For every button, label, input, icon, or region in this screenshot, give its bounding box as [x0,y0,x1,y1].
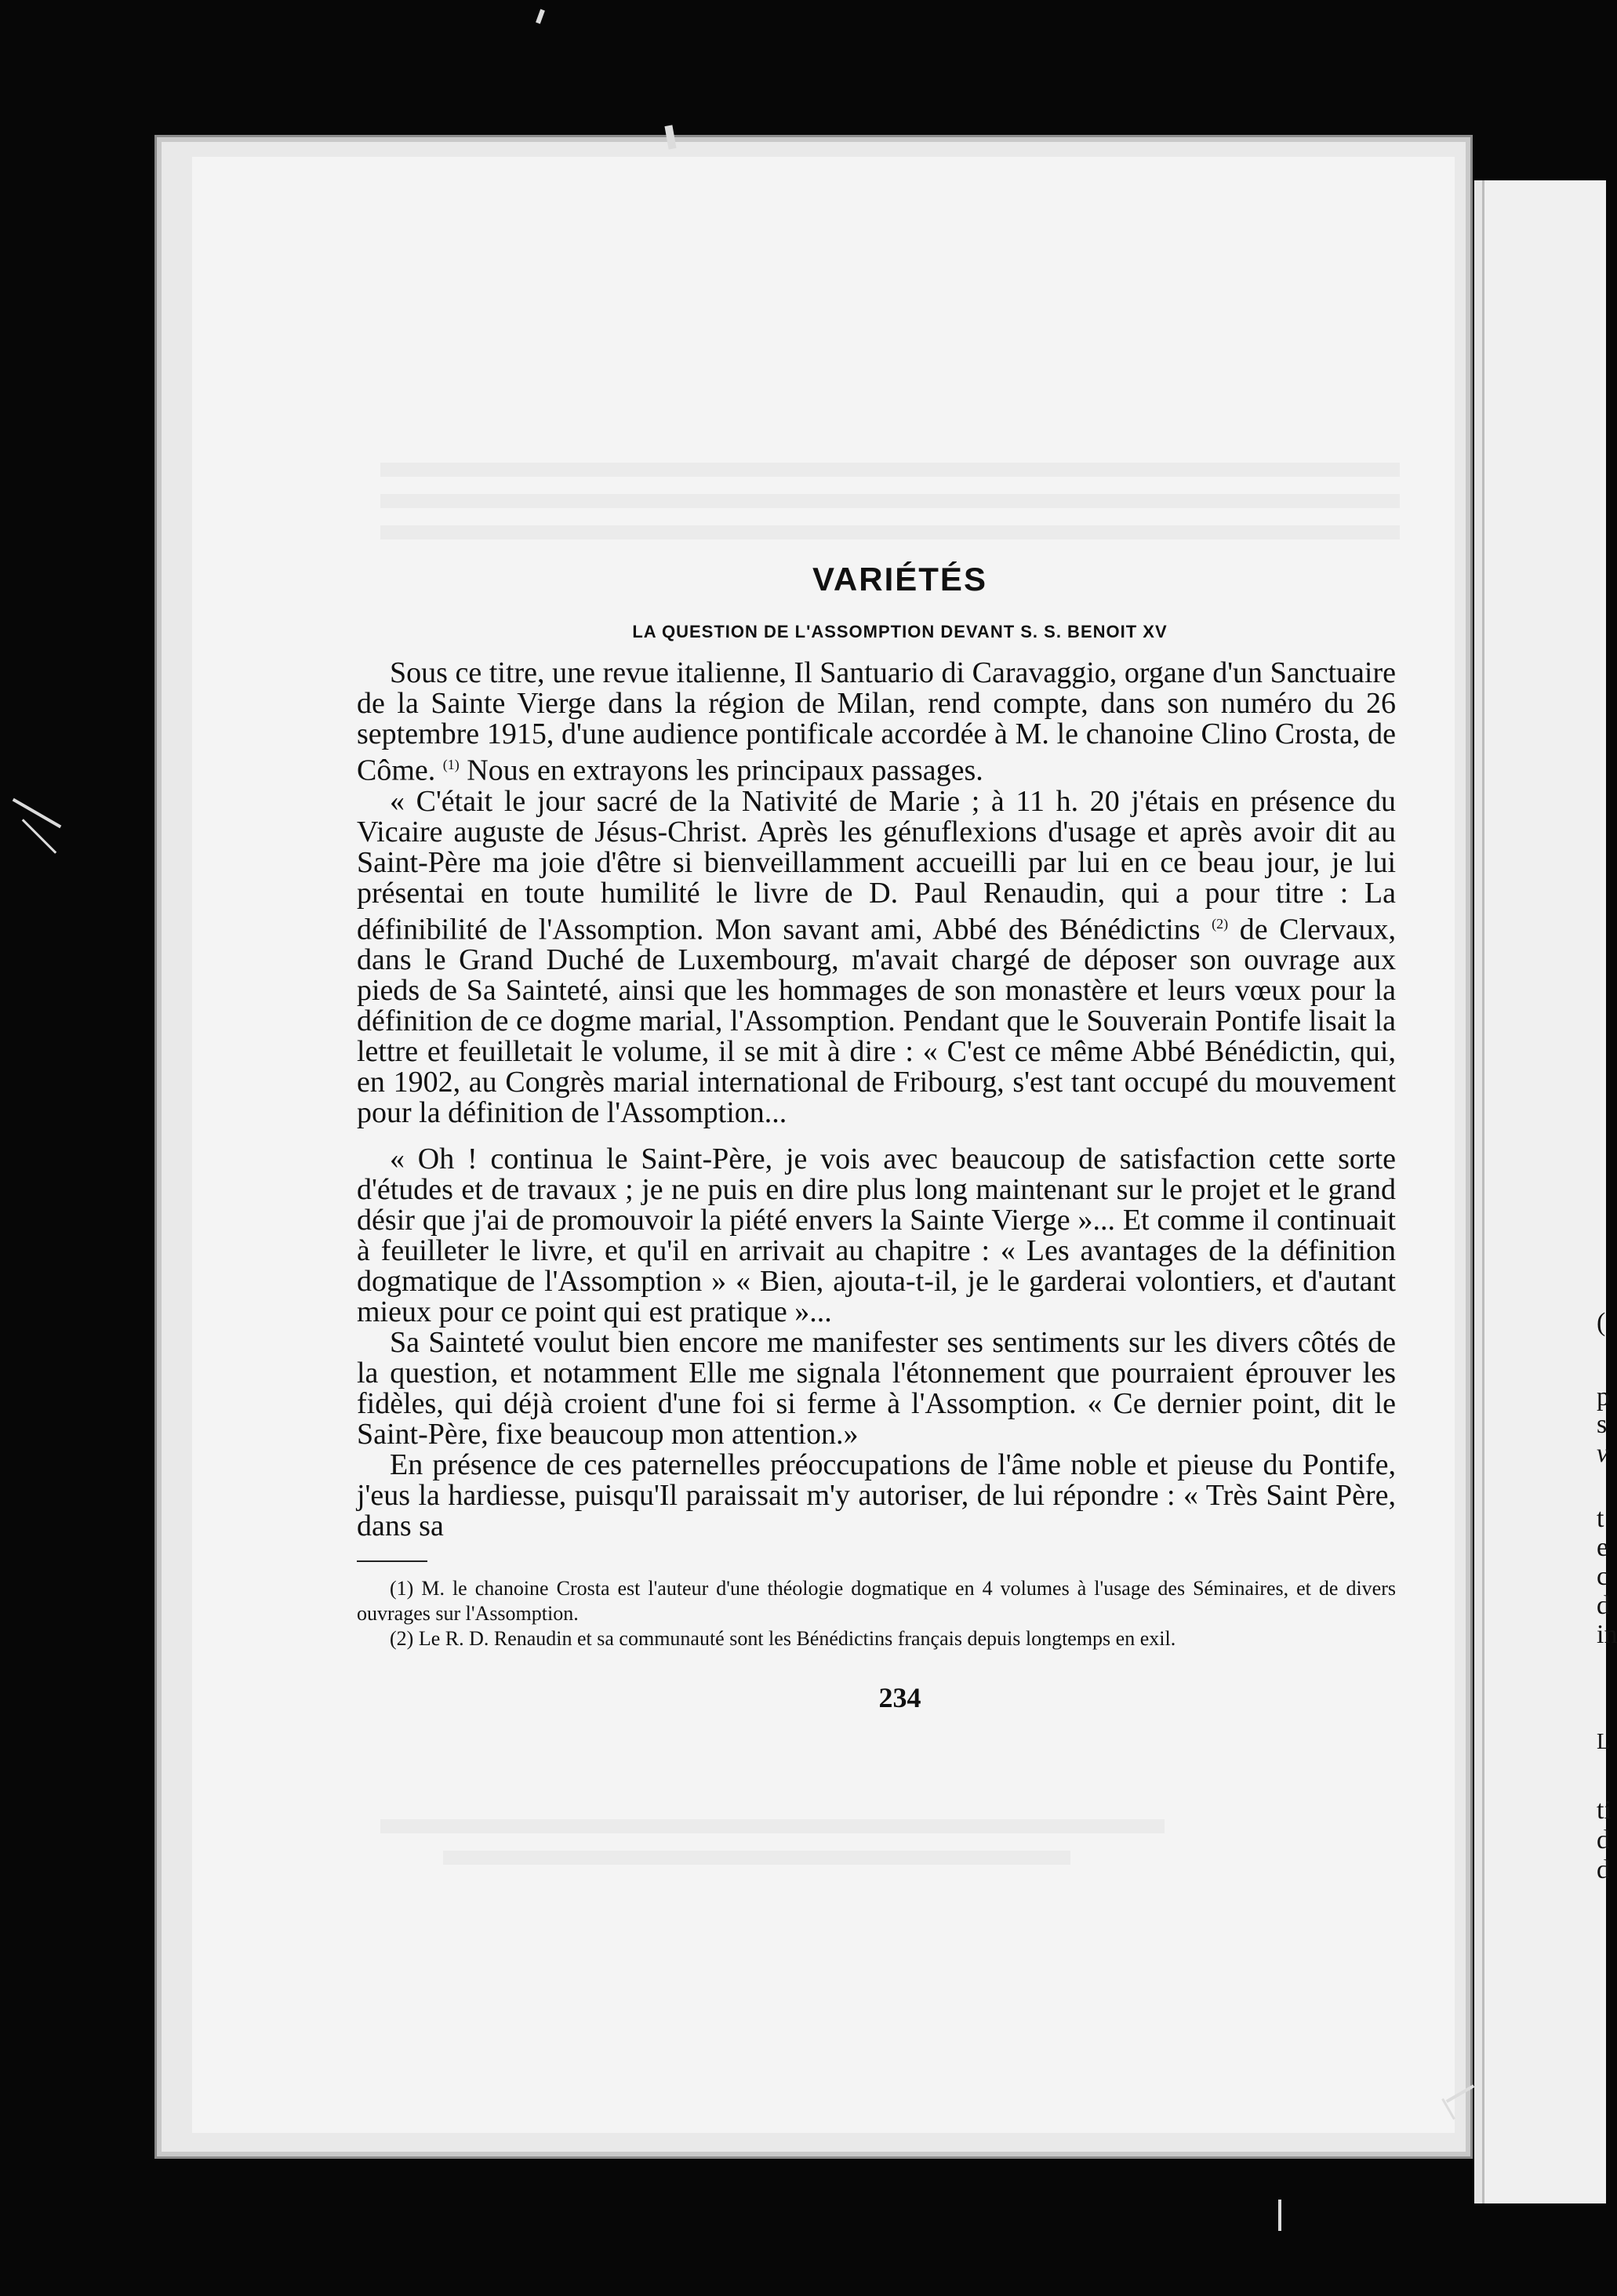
footnote-2: (2) Le R. D. Renaudin et sa communauté sont les Bénédictins français depuis longtemps en exil. [390,1627,1176,1651]
right-page-fragment: d [1597,1826,1610,1855]
film-scratch [22,819,57,854]
bleed-through-line [443,1851,1070,1865]
right-page-fragment: t [1597,1504,1604,1533]
bleed-through-line [380,1819,1165,1833]
right-page-fragment: L [1597,1730,1611,1754]
bleed-through-line [380,463,1400,477]
right-page-fragment: c [1597,1562,1609,1591]
right-page-fragment: s [1597,1410,1608,1439]
paragraph-5 [357,1450,1396,1542]
footnote-ref-1: (1) [442,757,460,772]
right-page-fragment: ( [1597,1308,1606,1337]
article-title: LA QUESTION DE L'ASSOMPTION DEVANT S. S. BENOIT XV [632,622,1168,641]
paragraph-text: « Oh ! continua le Saint-Père, je vois avec beaucoup de satisfaction cette sorte d'études et de travaux ; je ne puis en dire plus long maintenant sur le projet et le grand désir que j'ai de promouvoir la piété envers la Sainte Vierge »... Et comme il continuait à feuilleter le livre, et qu'il en arrivait au chapitre : « Les avantages de la définition dogmatique de l'Assomption » « Bien, ajouta-t-il, je le garderai volontiers, et d'autant mieux pour ce point qui est pratique »... [357,1143,1396,1329]
paragraph-2 [357,784,1396,1130]
footnote-rule [357,1560,427,1562]
bleed-through-line [380,525,1400,539]
right-page-fragment: v [1597,1439,1609,1468]
right-page-fragment: d [1597,1591,1610,1620]
footnote-1: (1) M. le chanoine Crosta est l'auteur d'une théologie dogmatique en 4 volumes à l'usage des Séminaires, et de divers ouvrages sur l'Assomption. [357,1577,1396,1626]
page-edge [1482,180,1484,2203]
paragraph-text: Sous ce titre, une revue italienne, Il Santuario di Caravaggio, organe d'un Sanctuaire de la Sainte Vierge dans la région de Milan, rend compte, dans son numéro du 26 septembre 1915, d'une audience pontificale accordée à M. le chanoine Clino Crosta, de Côme. [357,656,1396,787]
book-page-left [157,137,1470,2156]
paragraph-text: « C'était le jour sacré de la Nativité de Marie ; à 11 h. 20 j'étais en présence du Vicaire auguste de Jésus-Christ. Après les génuflexions d'usage et après avoir dit au Saint-Père ma joie d'être si bienveillamment accueilli par lui en ce beau jour, je lui présentai en toute humilité le livre de D. Paul Renaudin, qui a pour titre : La définibilité de l'Assomption. Mon savant ami, Abbé des Bénédictins [357,784,1396,946]
paragraph-4 [357,1328,1396,1450]
film-scratch [13,798,62,828]
right-page-fragment: ti [1597,1796,1612,1825]
right-page-fragment: in [1597,1620,1617,1649]
paragraph-text: Nous en extrayons les principaux passages. [467,754,983,787]
film-scratch [1278,2200,1281,2231]
paragraph-text: de Clervaux, dans le Grand Duché de Luxembourg, m'avait chargé de déposer son ouvrage aux pieds de Sa Sainteté, ainsi que les hommages de son monastère et leurs vœux pour la définition de ce dogme marial, l'Assomption. Pendant que le Souverain Pontife lisait la lettre et feuilletait le volume, il se mit à dire : « C'est ce même Abbé Bénédictin, qui, en 1902, au Congrès marial international de Fribourg, s'est tant occupé du mouvement pour la définition de l'Assomption... [357,913,1396,1130]
paragraph-1 [357,658,1396,787]
right-page-fragment: e [1597,1533,1609,1562]
paragraph-3 [357,1144,1396,1328]
right-page-fragment: p [1597,1382,1610,1411]
footnote-ref-2: (2) [1212,915,1229,932]
page-content [357,561,1396,1714]
paragraph-text: En présence de ces paternelles préoccupations de l'âme noble et pieuse du Pontife, j'eus la hardiesse, puisqu'Il paraissait m'y autoriser, de lui répondre : « Très Saint Père, dans sa [357,1448,1396,1543]
page-number: 234 [878,1682,921,1714]
section-title: VARIÉTÉS [812,561,987,598]
bleed-through-line [380,494,1400,508]
paragraph-text: Sa Sainteté voulut bien encore me manifester ses sentiments sur les divers côtés de la question, et notamment Elle me signala l'étonnement que pourraient éprouver les fidèles, qui déjà croient d'une foi si ferme à l'Assomption. « Ce dernier point, dit le Saint-Père, fixe beaucoup mon attention.» [357,1326,1396,1451]
film-dust [536,9,545,24]
right-page-fragment: d [1597,1855,1610,1884]
